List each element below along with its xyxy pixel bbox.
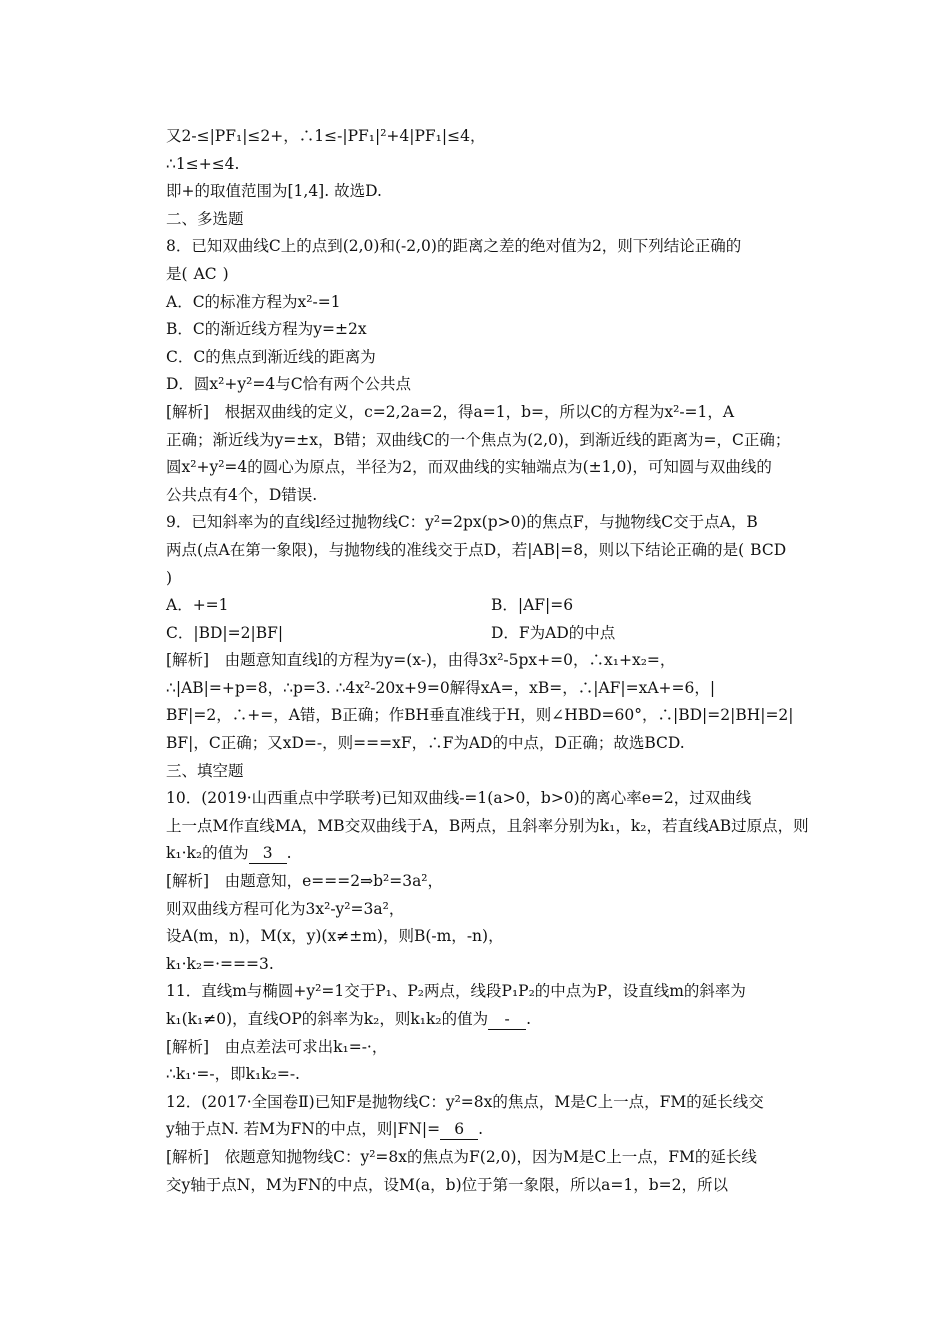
- question-10-stem-cont: 上一点M作直线MA，MB交双曲线于A，B两点，且斜率分别为k₁，k₂，若直线AB过原点，则: [166, 816, 809, 835]
- question-10-stem: 10．(2019·山西重点中学联考)已知双曲线-=1(a>0，b>0)的离心率e=2，过双曲线: [166, 789, 752, 808]
- question-11-answer-line: k₁(k₁≠0)，直线OP的斜率为k₂，则k₁k₂的值为 - .: [166, 1010, 532, 1028]
- option-c: C．|BD|=2|BF|: [166, 623, 284, 642]
- solution-line: 正确；渐近线为y=±x，B错；双曲线C的一个焦点为(2,0)，到渐近线的距离为=，C正确；: [166, 430, 791, 449]
- option-d: D．圆x²+y²=4与C恰有两个公共点: [166, 375, 412, 394]
- solution-line: BF|=2，∴+=，A错，B正确；作BH垂直准线于H，则∠HBD=60°，∴|BD|=2|BH|=2|: [166, 706, 794, 725]
- option-row: [166, 592, 846, 620]
- solution-line: 圆x²+y²=4的圆心为原点，半径为2，而双曲线的实轴端点为(±1,0)，可知圆与双曲线的: [166, 458, 772, 477]
- solution-line: [解析] 根据双曲线的定义，c=2,2a=2，得a=1，b=，所以C的方程为x²-=1，A: [166, 402, 735, 421]
- question-12-stem: 12．(2017·全国卷Ⅱ)已知F是抛物线C：y²=8x的焦点，M是C上一点，FM的延长线交: [166, 1092, 764, 1111]
- option-c: C．C的焦点到渐近线的距离为: [166, 347, 376, 366]
- text-line: 即+的取值范围为[1,4]. 故选D.: [166, 182, 382, 201]
- solution-line: 设A(m，n)，M(x，y)(x≠±m)，则B(-m，-n)，: [166, 927, 504, 946]
- solution-line: [解析] 由题意知直线l的方程为y=(x-)，由得3x²-5px+=0，∴x₁+x₂=，: [166, 651, 676, 670]
- answer-10-blank: 3: [249, 843, 287, 864]
- solution-line: 则双曲线方程可化为3x²-y²=3a²，: [166, 899, 405, 918]
- option-b: B．C的渐近线方程为y=±2x: [166, 320, 367, 339]
- question-9-stem: 9．已知斜率为的直线l经过抛物线C：y²=2px(p>0)的焦点F，与抛物线C交于点A，B: [166, 513, 758, 532]
- section-heading: 二、多选题: [166, 209, 244, 228]
- question-11-stem: 11．直线m与椭圆+y²=1交于P₁、P₂两点，线段P₁P₂的中点为P，设直线m的斜率为: [166, 982, 746, 1001]
- text-line: ∴1≤+≤4.: [166, 154, 240, 173]
- option-d: D．F为AD的中点: [491, 623, 616, 642]
- solution-line: BF|，C正确；又xD=-，则===xF，∴F为AD的中点，D正确；故选BCD.: [166, 734, 685, 753]
- question-10-answer-line: k₁·k₂的值为 3 .: [166, 844, 292, 863]
- solution-line: [解析] 由点差法可求出k₁=-·，: [166, 1037, 388, 1056]
- solution-line: [解析] 由题意知，e===2⇒b²=3a²，: [166, 872, 444, 891]
- solution-line: 公共点有4个，D错误.: [166, 485, 318, 504]
- solution-line: ∴|AB|=+p=8，∴p=3. ∴4x²-20x+9=0解得xA=，xB=，∴|AF|=xA+=6，|: [166, 678, 716, 697]
- answer-11-blank: -: [488, 1009, 526, 1030]
- solution-line: k₁·k₂=·===3.: [166, 954, 274, 973]
- solution-line: ∴k₁·=-，即k₁k₂=-.: [166, 1065, 300, 1084]
- option-a: A．+=1: [166, 596, 229, 615]
- text-line: ): [166, 568, 173, 587]
- question-8-answer-line: 是( AC ): [166, 264, 229, 283]
- answer-8: AC: [193, 264, 217, 283]
- option-b: B．|AF|=6: [491, 596, 574, 615]
- solution-line: 交y轴于点N，M为FN的中点，设M(a，b)位于第一象限，所以a=1，b=2，所以: [166, 1175, 728, 1194]
- question-9-stem-cont: 两点(点A在第一象限)，与抛物线的准线交于点D，若|AB|=8，则以下结论正确的是( BCD: [166, 537, 846, 565]
- option-row: [166, 620, 846, 648]
- answer-12-blank: 6: [440, 1119, 478, 1140]
- section-heading: 三、填空题: [166, 761, 244, 780]
- solution-line: [解析] 依题意知抛物线C：y²=8x的焦点为F(2,0)，因为M是C上一点，FM的延长线: [166, 1147, 757, 1166]
- question-8-stem: 8．已知双曲线C上的点到(2,0)和(-2,0)的距离之差的绝对值为2，则下列结论正确的: [166, 237, 742, 256]
- question-12-answer-line: y轴于点N. 若M为FN的中点，则|FN|= 6 .: [166, 1120, 484, 1139]
- option-a: A．C的标准方程为x²-=1: [166, 292, 341, 311]
- answer-9: BCD: [750, 540, 787, 559]
- document-body: [166, 123, 846, 1199]
- text-line: 又2-≤|PF₁|≤2+，∴1≤-|PF₁|²+4|PF₁|≤4，: [166, 127, 486, 145]
